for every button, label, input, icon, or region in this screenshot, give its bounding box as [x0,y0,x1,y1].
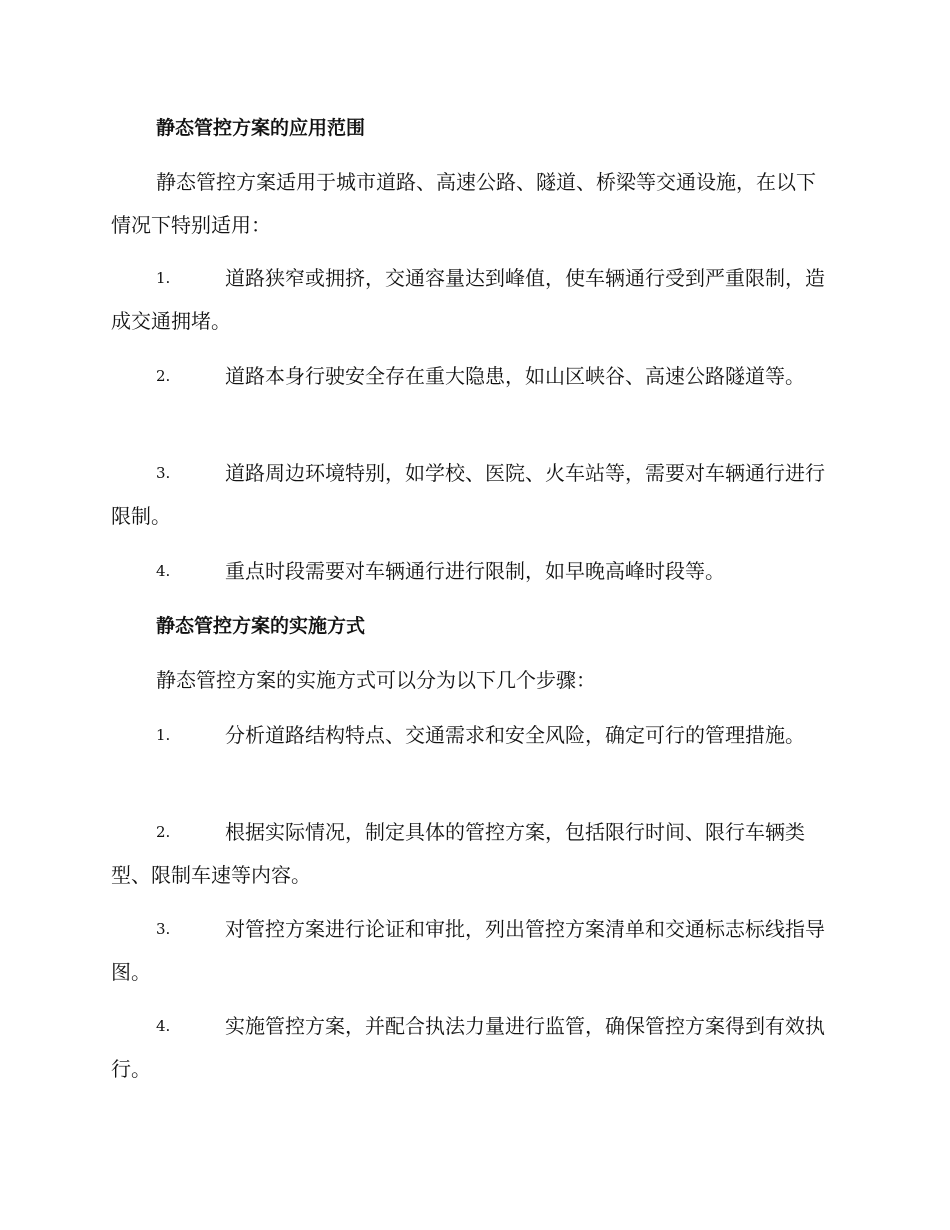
list-item-number: 4. [156,562,171,580]
intro-text: 静态管控方案适用于城市道路、高速公路、隧道、桥梁等交通设施，在以下情况下特别适用： [111,170,816,237]
list-item [111,811,835,897]
list-item-number: 3. [156,464,171,482]
intro-text: 静态管控方案的实施方式可以分为以下几个步骤： [156,668,596,692]
list-item-number: 2. [156,367,171,385]
list-item-text: 道路周边环境特别，如学校、医院、火车站等，需要对车辆通行进行限制。 [111,461,825,528]
list-item-number: 1. [156,269,171,287]
section-heading-implementation: 静态管控方案的实施方式 [156,615,366,637]
list-item-text: 对管控方案进行论证和审批，列出管控方案清单和交通标志标线指导图。 [111,917,825,984]
list-item [111,452,835,538]
list-item [111,257,835,343]
list-item-number: 3. [156,920,171,938]
list-item-text: 实施管控方案，并配合执法力量进行监管，确保管控方案得到有效执行。 [111,1014,825,1081]
list-item-text: 重点时段需要对车辆通行进行限制，如早晚高峰时段等。 [225,559,725,583]
list-item-text: 道路狭窄或拥挤，交通容量达到峰值，使车辆通行受到严重限制，造成交通拥堵。 [111,266,825,333]
list-item-number: 4. [156,1017,171,1035]
list-item [111,355,835,398]
list-item-number: 1. [156,726,171,744]
section-heading-scope: 静态管控方案的应用范围 [156,117,366,139]
list-item [111,550,835,593]
list-item [111,1005,835,1091]
list-item-text: 分析道路结构特点、交通需求和安全风险，确定可行的管理措施。 [225,723,805,747]
list-item [111,908,835,994]
section-intro-paragraph [111,161,835,247]
section-intro-paragraph [111,659,835,702]
list-item-text: 根据实际情况，制定具体的管控方案，包括限行时间、限行车辆类型、限制车速等内容。 [111,820,805,887]
list-item-text: 道路本身行驶安全存在重大隐患，如山区峡谷、高速公路隧道等。 [225,364,805,388]
list-item [111,714,835,757]
list-item-number: 2. [156,823,171,841]
